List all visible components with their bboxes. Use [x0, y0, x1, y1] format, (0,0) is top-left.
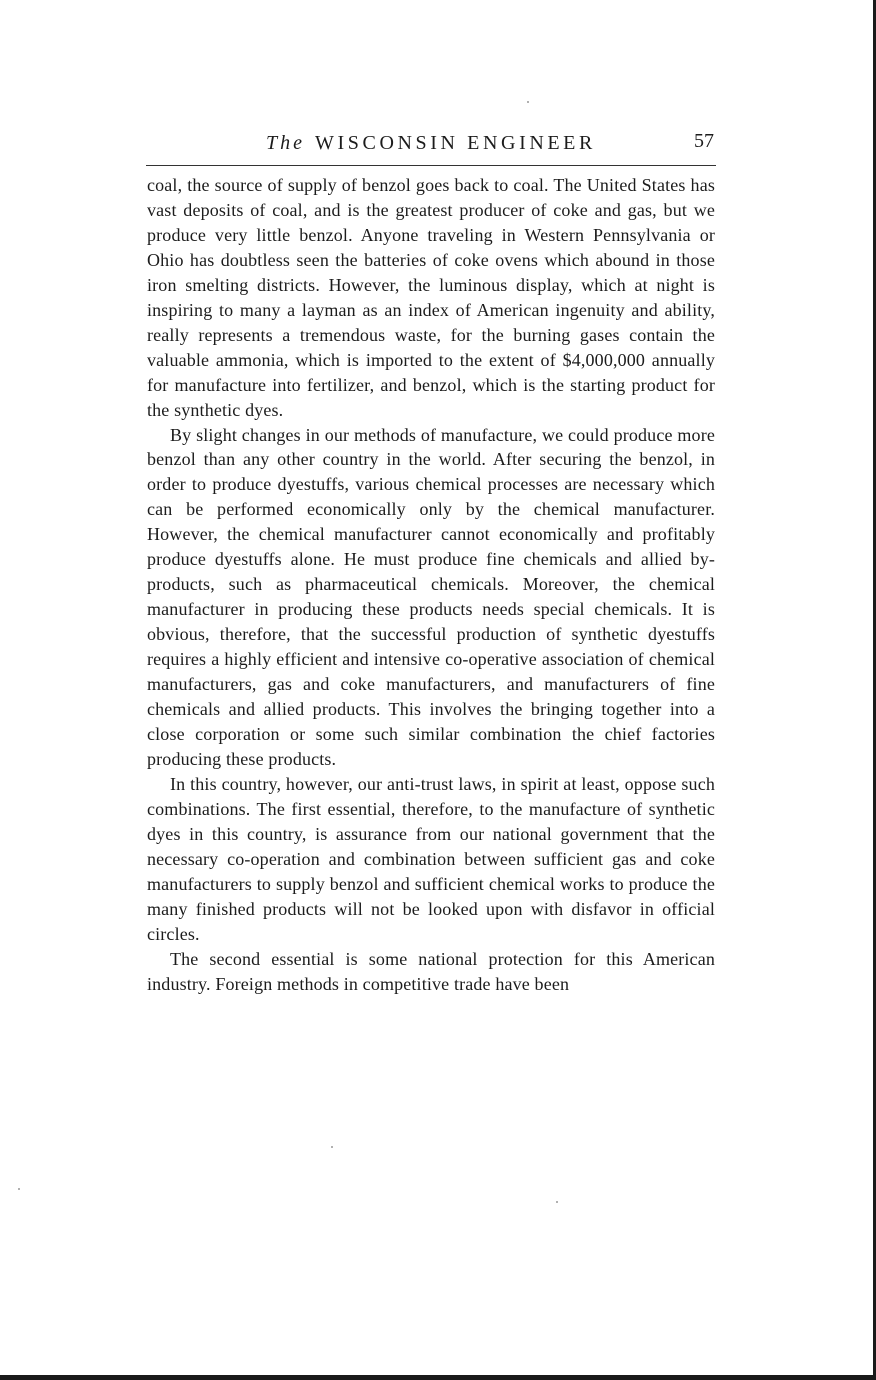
body-text [147, 173, 715, 996]
scan-speck [556, 1201, 558, 1203]
paragraph-continued: coal, the source of supply of benzol goes back to coal. The United States has vast deposits of coal, and is the greatest producer of coke and gas, but we produce very little benzol. Anyone traveling in Western Pennsylvania or Ohio has doubtless seen the batteries of coke ovens which abound in those iron smelting districts. However, the luminous display, which at night is inspiring to many a layman as an index of American ingenuity and ability, really represents a tremendous waste, for the burning gases contain the valuable ammonia, which is imported to the extent of $4,000,000 annually for manufacture into fertilizer, and benzol, which is the starting product for the synthetic dyes. [147, 175, 715, 420]
journal-title-article: The [266, 132, 306, 154]
page-number: 57 [694, 130, 714, 152]
paragraph: By slight changes in our methods of manufacture, we could produce more benzol than any other country in the world. After securing the benzol, in order to produce dyestuffs, various chemical processes are necessary which can be performed economically only by the chemical manufacturer. However, the chemical manufacturer cannot economically and profitably produce dyestuffs alone. He must produce fine chemicals and allied by-products, such as pharmaceutical chemicals. Moreover, the chemical manufacturer in producing these products needs special chemicals. It is obvious, therefore, that the successful production of synthetic dyestuffs requires a highly efficient and intensive co-operative association of chemical manufacturers, gas and coke manufacturers, and manufacturers of fine chemicals and allied products. This involves the bringing together into a close corporation or some such similar combination the chief factories producing these products. [147, 424, 715, 769]
journal-title [146, 132, 716, 155]
scan-speck [18, 1188, 20, 1190]
paragraph: In this country, however, our anti-trust laws, in spirit at least, oppose such combinations. The first essential, therefore, to the manufacture of synthetic dyes in this country, is assurance from our national government that the necessary co-operation and combination between sufficient gas and coke manufacturers to supply benzol and sufficient chemical works to produce the many finished products will not be looked upon with disfavor in official circles. [147, 773, 715, 944]
scan-edge-bottom [0, 1375, 876, 1380]
running-header [146, 128, 716, 158]
scan-speck [331, 1146, 333, 1148]
journal-title-name: WISCONSIN ENGINEER [315, 132, 596, 154]
paragraph: The second essential is some national protection for this American industry. Foreign methods in competitive trade have been [147, 948, 715, 994]
header-rule [146, 165, 716, 166]
scan-speck [527, 101, 529, 103]
